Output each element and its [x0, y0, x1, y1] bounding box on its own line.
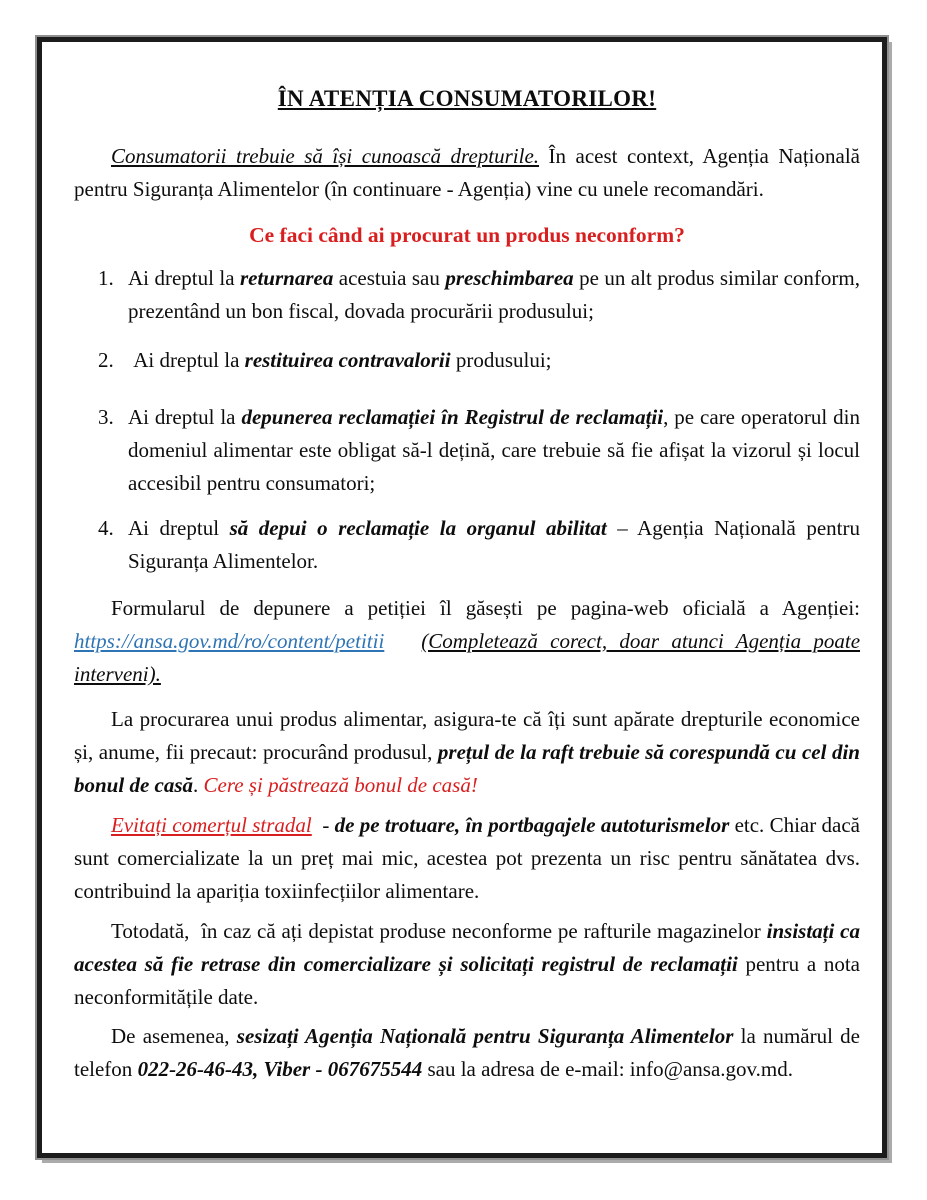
- text-run: [384, 629, 421, 653]
- text-run: returnarea: [239, 266, 334, 290]
- text-run: -: [311, 813, 335, 837]
- street-commerce-paragraph: [74, 809, 860, 908]
- text-run: La procurarea unui produs alimentar, asigura-te că îți sunt apărate drepturile economice și, anume, fii precaut: procurând produsul,: [74, 707, 860, 764]
- list-item-2: [74, 344, 860, 377]
- text-run: Evitați comerțul stradal: [111, 813, 312, 837]
- text-run: preschimbarea: [445, 266, 574, 290]
- text-run: .: [193, 773, 204, 797]
- contact-paragraph: [74, 1020, 860, 1086]
- text-run: , pe care operatorul din domeniul alimentar este obligat să-l dețină, care trebuie să fie afișat la vizorul și locul accesibil pentru consumatori;: [128, 405, 861, 495]
- text-run: etc. Chiar dacă sunt comercializate la un preț mai mic, acestea pot prezenta un risc pentru sănătatea dvs. contribuind la apariția toxiinfecțiilor alimentare.: [74, 813, 861, 903]
- nonconforming-products-paragraph: [74, 915, 860, 1014]
- list-item-4-number: 4.: [98, 516, 114, 540]
- text-run: să depui o reclamație la organul abilitat: [229, 516, 607, 540]
- text-run: În acest context, Agenția Națională pentru Siguranța Alimentelor (în continuare - Agenția) vine cu unele recomandări.: [74, 144, 860, 201]
- text-run: sesizați Agenția Națională pentru Siguranța Alimentelor: [236, 1024, 734, 1048]
- document-title: ÎN ATENȚIA CONSUMATORILOR!: [277, 86, 657, 111]
- petition-form-paragraph: [74, 592, 860, 691]
- text-run: Ai dreptul: [128, 516, 230, 540]
- text-run: Consumatorii trebuie să își cunoască drepturile.: [111, 144, 540, 168]
- text-run: la numărul de telefon: [74, 1024, 860, 1081]
- list-item-1: [74, 262, 860, 328]
- text-run: restituirea contravalorii: [244, 348, 451, 372]
- text-run: (Completează corect, doar atunci Agenția poate interveni).: [74, 629, 861, 686]
- list-item-3-number: 3.: [98, 405, 114, 429]
- rights-list: [74, 262, 860, 578]
- text-run: produsului;: [450, 348, 552, 372]
- list-item-1-number: 1.: [98, 266, 114, 290]
- text-run: Ai dreptul la: [128, 405, 242, 429]
- text-run: pe un alt produs similar conform, prezentând un bon fiscal, dovada procurării produsului;: [128, 266, 861, 323]
- page-border-frame: [37, 37, 887, 1158]
- text-run: depunerea reclamației în Registrul de reclamații: [241, 405, 664, 429]
- text-run: – Agenția Națională pentru Siguranța Alimentelor.: [128, 516, 860, 573]
- petition-url-link[interactable]: https://ansa.gov.md/ro/content/petitii: [74, 629, 385, 653]
- text-run: Totodată, în caz că ați depistat produse neconforme pe rafturile magazinelor: [111, 919, 767, 943]
- intro-paragraph: [74, 140, 860, 206]
- text-run: Ai dreptul la: [128, 266, 240, 290]
- list-item-3: [74, 401, 860, 500]
- section-heading: Ce faci când ai procurat un produs neconform?: [249, 223, 685, 247]
- text-run: pentru a nota neconformitățile date.: [74, 952, 860, 1009]
- text-run: De asemenea,: [111, 1024, 237, 1048]
- text-run: Cere și păstrează bonul de casă!: [203, 773, 478, 797]
- text-run: prețul de la raft trebuie să corespundă cu cel din bonul de casă: [74, 740, 860, 797]
- text-run: Ai dreptul la: [128, 348, 245, 372]
- list-item-4: [74, 512, 860, 578]
- text-run: Formularul de depunere a petiției îl găsești pe pagina-web oficială a Agenției:: [111, 596, 860, 620]
- text-run: insistați ca acestea să fie retrase din comercializare și solicitați registrul de reclamații: [74, 919, 860, 976]
- text-run: 022-26-46-43, Viber - 067675544: [137, 1057, 423, 1081]
- text-run: acestuia sau: [333, 266, 446, 290]
- text-run: sau la adresa de e-mail: info@ansa.gov.md.: [422, 1057, 793, 1081]
- list-item-2-number: 2.: [98, 348, 114, 372]
- text-run: de pe trotuare, în portbagajele autoturismelor: [334, 813, 730, 837]
- price-check-paragraph: [74, 703, 860, 802]
